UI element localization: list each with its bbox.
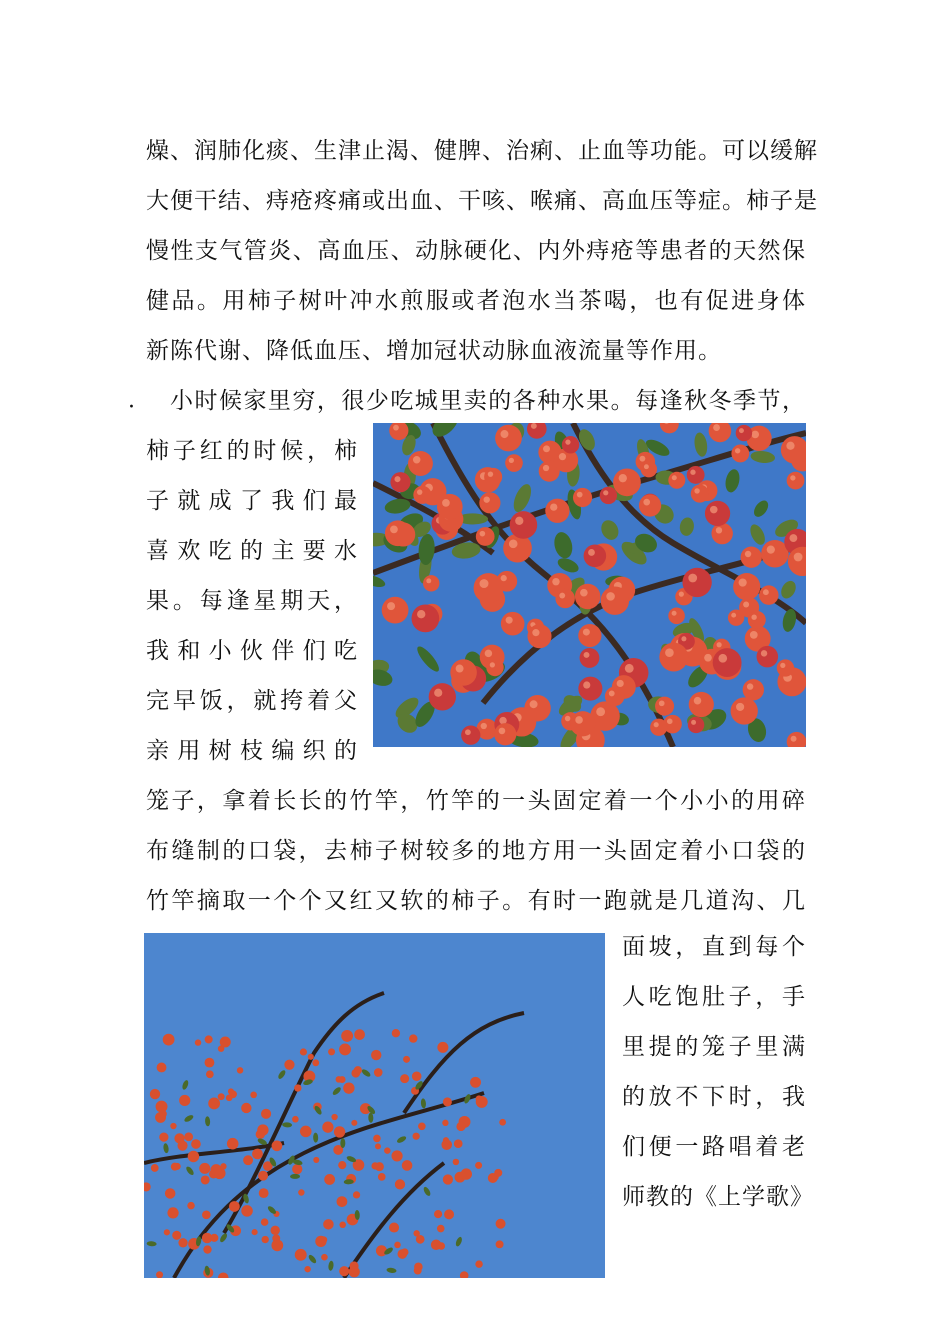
wrap-right-line-6: 师教的《上学歌》: [622, 1184, 814, 1210]
list-bullet: ·: [128, 395, 135, 420]
persimmon-photo-top: [373, 423, 806, 747]
wrap-left-line-4: 果。每逢星期天，: [146, 588, 358, 614]
paragraph1-line-2: 大便干结、痔疮疼痛或出血、干咳、喉痛、高血压等症。柿子是: [146, 188, 818, 214]
paragraph1-line-1: 燥、润肺化痰、生津止渴、健脾、治痢、止血等功能。可以缓解: [146, 138, 818, 164]
wrap-right-line-3: 里提的笼子里满: [622, 1034, 806, 1060]
wrap-left-line-3: 喜欢吃的主要水: [146, 538, 358, 564]
paragraph2-first-line: 小时候家里穷，很少吃城里卖的各种水果。每逢秋冬季节，: [170, 388, 806, 414]
wrap-right-line-4: 的放不下时，我: [622, 1084, 806, 1110]
paragraph1-line-5: 新陈代谢、降低血压、增加冠状动脉血液流量等作用。: [146, 338, 722, 364]
paragraph2-full-line-2: 布缝制的口袋，去柿子树较多的地方用一头固定着小口袋的: [146, 838, 806, 864]
wrap-right-line-2: 人吃饱肚子，手: [622, 984, 806, 1010]
wrap-left-line-5: 我和小伙伴们吃: [146, 638, 358, 664]
persimmon-closeup-image: [373, 423, 806, 747]
wrap-right-line-1: 面坡，直到每个: [622, 934, 806, 960]
wrap-left-line-6: 完早饭，就挎着父: [146, 688, 358, 714]
paragraph2-full-line-1: 笼子，拿着长长的竹竿，竹竿的一头固定着一个小小的用碎: [146, 788, 806, 814]
wrap-left-line-7: 亲用树枝编织的: [146, 738, 358, 764]
persimmon-photo-bottom: [144, 933, 605, 1278]
paragraph1-line-3: 慢性支气管炎、高血压、动脉硬化、内外痔疮等患者的天然保: [146, 238, 806, 264]
wrap-right-line-5: 们便一路唱着老: [622, 1134, 806, 1160]
paragraph1-line-4: 健品。用柿子树叶冲水煎服或者泡水当茶喝，也有促进身体: [146, 288, 806, 314]
paragraph2-full-line-3: 竹竿摘取一个个又红又软的柿子。有时一跑就是几道沟、几: [146, 888, 806, 914]
wrap-left-line-1: 柿子红的时候，柿: [146, 438, 358, 464]
persimmon-branch-image: [144, 933, 605, 1278]
wrap-left-line-2: 子就成了我们最: [146, 488, 358, 514]
